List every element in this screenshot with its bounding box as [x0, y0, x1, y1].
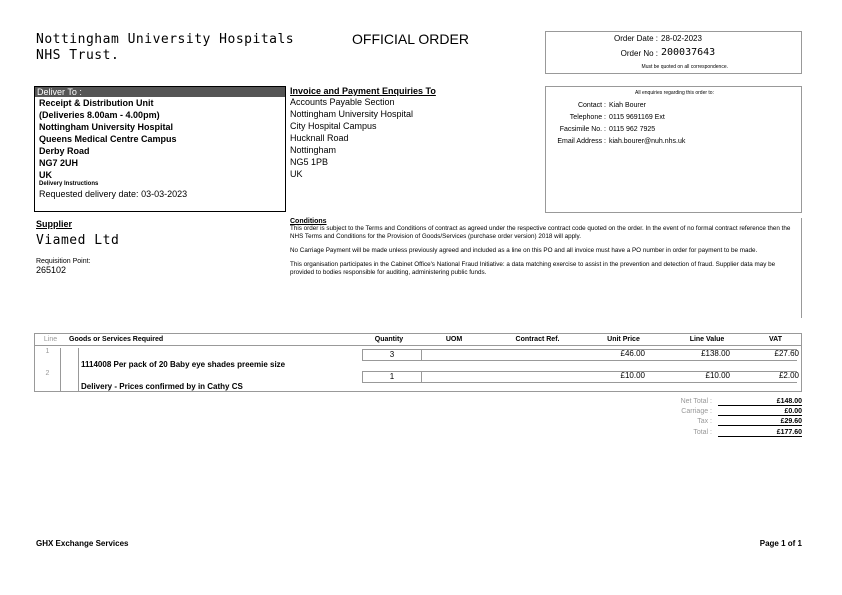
invoice-line: Hucknall Road [290, 133, 349, 143]
conditions-heading: Conditions [290, 218, 327, 225]
conditions-paragraph-2: No Carriage Payment will be made unless previously agreed and included as a line on this PO and all invoice must have a PO number in order for payment to be made. [290, 247, 758, 254]
tax-label: Tax : [697, 418, 712, 425]
requested-delivery-date: Requested delivery date: 03-03-2023 [39, 189, 188, 199]
table-row-description: Delivery - Prices confirmed by in Cathy CS [81, 382, 243, 391]
enquiries-heading: All enquiries regarding this order to: [635, 90, 714, 96]
deliver-to-box [34, 86, 286, 212]
table-row-vat: £27.60 [774, 349, 799, 358]
enquiries-box [545, 86, 802, 213]
supplier-section [36, 219, 119, 275]
invoice-line: City Hospital Campus [290, 121, 377, 131]
table-row-unit-price: £46.00 [620, 349, 645, 358]
tax-value: £29.60 [718, 418, 802, 426]
deliver-line: Derby Road [39, 146, 90, 156]
invoice-line: Nottingham University Hospital [290, 109, 414, 119]
contact-name: Kiah Bourer [609, 102, 646, 109]
organisation-line-2: NHS Trust. [36, 48, 120, 63]
invoice-heading: Invoice and Payment Enquiries To [290, 86, 436, 96]
organisation-line-1: Nottingham University Hospitals [36, 32, 295, 47]
telephone-label: Telephone : [569, 114, 606, 121]
fax-number: 0115 962 7925 [609, 126, 656, 133]
quote-note: Must be quoted on all correspondence. [641, 64, 728, 70]
table-row-unit-price: £10.00 [620, 371, 645, 380]
delivery-instructions-label: Delivery Instructions [39, 181, 99, 187]
order-info-box [545, 31, 802, 74]
table-row-spacer [60, 370, 79, 392]
table-row-line-value: £10.00 [705, 371, 730, 380]
conditions-paragraph-1: This order is subject to the Terms and Conditions of contract as agreed under the respective contract code quoted on the order. In the event of no formal contract reference then the NHS Terms and Conditions for the Provision of Goods/Services (purchase order version) 2018 will apply. [290, 225, 791, 240]
invoice-line: NG5 1PB [290, 157, 329, 167]
contact-label: Contact : [577, 102, 606, 109]
column-header-goods: Goods or Services Required [66, 334, 362, 346]
table-row-line-number: 2 [35, 370, 61, 392]
supplier-heading: Supplier [36, 219, 73, 229]
column-header-uom: UOM [416, 334, 492, 346]
order-number-label: Order No : [620, 49, 658, 58]
page-number: Page 1 of 1 [759, 539, 802, 548]
order-date: 28-02-2023 [661, 34, 702, 43]
column-header-contract-ref: Contract Ref. [492, 334, 583, 346]
supplier-name: Viamed Ltd [36, 233, 120, 248]
email-address[interactable]: kiah.bourer@nuh.nhs.uk [609, 138, 686, 145]
net-total-value: £148.00 [718, 398, 802, 406]
deliver-line: Nottingham University Hospital [39, 122, 174, 132]
carriage-value: £0.00 [718, 408, 802, 416]
deliver-to-heading: Deliver To : [35, 87, 285, 97]
column-header-line-value: Line Value [664, 334, 750, 346]
footer-left: GHX Exchange Services [36, 539, 129, 548]
table-row-spacer [60, 348, 79, 370]
deliver-line: NG7 2UH [39, 158, 79, 168]
fax-label: Facsimile No. : [559, 126, 606, 133]
carriage-label: Carriage : [681, 408, 712, 415]
deliver-line: (Deliveries 8.00am - 4.00pm) [39, 110, 160, 120]
deliver-line: UK [39, 170, 52, 180]
table-row-description: 1114008 Per pack of 20 Baby eye shades preemie size [81, 360, 286, 369]
table-row-quantity: 3 [362, 349, 422, 361]
invoice-address [290, 96, 543, 180]
requisition-point-value: 265102 [36, 265, 67, 275]
total-value: £177.60 [718, 429, 802, 437]
deliver-line: Queens Medical Centre Campus [39, 134, 177, 144]
column-header-quantity: Quantity [362, 334, 416, 346]
deliver-address [35, 97, 285, 181]
telephone-number: 0115 9691169 Ext [609, 114, 665, 121]
requisition-point-label: Requisition Point: [36, 258, 91, 265]
column-header-vat: VAT [750, 334, 801, 346]
conditions-text [290, 225, 798, 277]
total-label: Total : [693, 429, 712, 436]
invoice-line: UK [290, 169, 303, 179]
table-row-quantity: 1 [362, 371, 422, 383]
invoice-line: Nottingham [290, 145, 337, 155]
document-title: OFFICIAL ORDER [352, 31, 469, 47]
invoice-line: Accounts Payable Section [290, 97, 395, 107]
email-label: Email Address : [557, 138, 606, 145]
conditions-paragraph-3: This organisation participates in the Cabinet Office's National Fraud Initiative: a data matching exercise to assist in the prevention and detection of fraud. Supplier data may be provided to bodies responsible for auditing, administering public funds. [290, 261, 776, 276]
net-total-label: Net Total : [680, 398, 712, 405]
deliver-line: Receipt & Distribution Unit [39, 98, 154, 108]
table-row-line-value: £138.00 [701, 349, 730, 358]
organisation-name [36, 32, 294, 64]
items-table [35, 334, 801, 346]
conditions-box [290, 218, 802, 318]
invoice-section [290, 86, 543, 212]
order-number: 200037643 [661, 47, 716, 58]
items-body [35, 348, 801, 392]
table-row-vat: £2.00 [778, 371, 799, 380]
column-header-line: Line [35, 334, 66, 346]
table-header-row [35, 334, 801, 346]
order-date-label: Order Date : [613, 34, 658, 43]
items-table-container [34, 333, 802, 392]
column-header-unit-price: Unit Price [583, 334, 664, 346]
table-row-line-number: 1 [35, 348, 61, 370]
